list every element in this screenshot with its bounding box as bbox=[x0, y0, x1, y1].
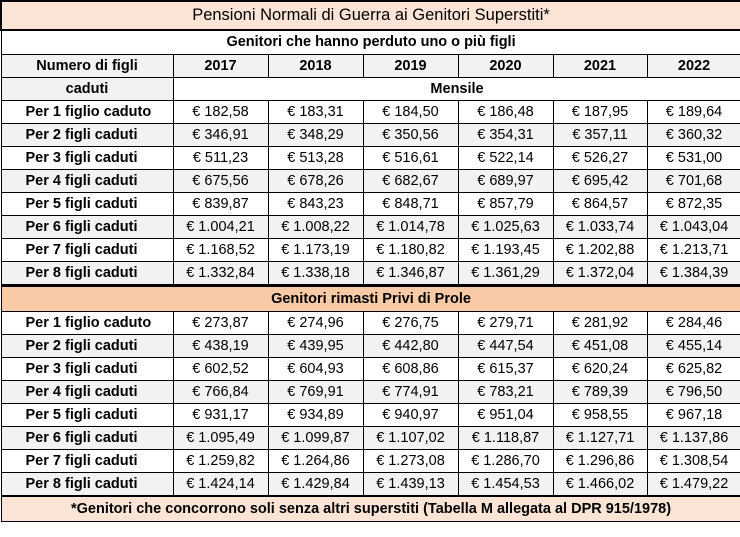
value-cell: € 279,71 bbox=[458, 312, 553, 335]
value-cell: € 934,89 bbox=[268, 404, 363, 427]
table-row bbox=[1, 358, 740, 381]
value-cell: € 274,96 bbox=[268, 312, 363, 335]
year-header: 2022 bbox=[647, 55, 740, 78]
value-cell: € 346,91 bbox=[173, 124, 268, 147]
table-row bbox=[1, 450, 740, 473]
row-label: Per 8 figli caduti bbox=[1, 473, 173, 497]
value-cell: € 1.296,86 bbox=[553, 450, 647, 473]
value-cell: € 1.439,13 bbox=[363, 473, 458, 497]
value-cell: € 1.107,02 bbox=[363, 427, 458, 450]
year-header: 2020 bbox=[458, 55, 553, 78]
value-cell: € 604,93 bbox=[268, 358, 363, 381]
value-cell: € 1.202,88 bbox=[553, 239, 647, 262]
value-cell: € 1.308,54 bbox=[647, 450, 740, 473]
value-cell: € 350,56 bbox=[363, 124, 458, 147]
value-cell: € 1.213,71 bbox=[647, 239, 740, 262]
value-cell: € 360,32 bbox=[647, 124, 740, 147]
value-cell: € 182,58 bbox=[173, 101, 268, 124]
section1-body bbox=[1, 101, 740, 286]
table-row bbox=[1, 473, 740, 497]
value-cell: € 1.127,71 bbox=[553, 427, 647, 450]
value-cell: € 864,57 bbox=[553, 193, 647, 216]
value-cell: € 1.168,52 bbox=[173, 239, 268, 262]
section2-header: Genitori rimasti Privi di Prole bbox=[1, 286, 740, 312]
value-cell: € 1.264,86 bbox=[268, 450, 363, 473]
value-cell: € 1.429,84 bbox=[268, 473, 363, 497]
row-label: Per 4 figli caduti bbox=[1, 381, 173, 404]
value-cell: € 1.332,84 bbox=[173, 262, 268, 286]
value-cell: € 1.479,22 bbox=[647, 473, 740, 497]
section2-header-body bbox=[1, 286, 740, 312]
row-header-line1: Numero di figli bbox=[1, 55, 173, 78]
value-cell: € 522,14 bbox=[458, 147, 553, 170]
year-header: 2021 bbox=[553, 55, 647, 78]
value-cell: € 273,87 bbox=[173, 312, 268, 335]
value-cell: € 857,79 bbox=[458, 193, 553, 216]
value-cell: € 783,21 bbox=[458, 381, 553, 404]
value-cell: € 678,26 bbox=[268, 170, 363, 193]
value-cell: € 848,71 bbox=[363, 193, 458, 216]
value-cell: € 1.259,82 bbox=[173, 450, 268, 473]
value-cell: € 1.372,04 bbox=[553, 262, 647, 286]
unit-row bbox=[1, 78, 740, 101]
row-label: Per 1 figlio caduto bbox=[1, 101, 173, 124]
value-cell: € 796,50 bbox=[647, 381, 740, 404]
value-cell: € 1.466,02 bbox=[553, 473, 647, 497]
table-row bbox=[1, 239, 740, 262]
value-cell: € 531,00 bbox=[647, 147, 740, 170]
value-cell: € 675,56 bbox=[173, 170, 268, 193]
value-cell: € 1.273,08 bbox=[363, 450, 458, 473]
table-row bbox=[1, 101, 740, 124]
row-label: Per 5 figli caduti bbox=[1, 193, 173, 216]
value-cell: € 958,55 bbox=[553, 404, 647, 427]
value-cell: € 1.099,87 bbox=[268, 427, 363, 450]
section1-header: Genitori che hanno perduto uno o più figli bbox=[1, 30, 740, 55]
value-cell: € 967,18 bbox=[647, 404, 740, 427]
value-cell: € 354,31 bbox=[458, 124, 553, 147]
table-row bbox=[1, 381, 740, 404]
row-label: Per 1 figlio caduto bbox=[1, 312, 173, 335]
value-cell: € 766,84 bbox=[173, 381, 268, 404]
value-cell: € 1.095,49 bbox=[173, 427, 268, 450]
table-row bbox=[1, 193, 740, 216]
value-cell: € 689,97 bbox=[458, 170, 553, 193]
value-cell: € 602,52 bbox=[173, 358, 268, 381]
footnote-row bbox=[1, 496, 740, 522]
value-cell: € 701,68 bbox=[647, 170, 740, 193]
value-cell: € 189,64 bbox=[647, 101, 740, 124]
value-cell: € 1.424,14 bbox=[173, 473, 268, 497]
value-cell: € 439,95 bbox=[268, 335, 363, 358]
value-cell: € 1.118,87 bbox=[458, 427, 553, 450]
value-cell: € 511,23 bbox=[173, 147, 268, 170]
value-cell: € 940,97 bbox=[363, 404, 458, 427]
section2-body bbox=[1, 312, 740, 497]
row-label: Per 2 figli caduti bbox=[1, 124, 173, 147]
value-cell: € 1.014,78 bbox=[363, 216, 458, 239]
value-cell: € 1.286,70 bbox=[458, 450, 553, 473]
value-cell: € 951,04 bbox=[458, 404, 553, 427]
value-cell: € 447,54 bbox=[458, 335, 553, 358]
value-cell: € 774,91 bbox=[363, 381, 458, 404]
year-header: 2017 bbox=[173, 55, 268, 78]
value-cell: € 1.338,18 bbox=[268, 262, 363, 286]
value-cell: € 789,39 bbox=[553, 381, 647, 404]
year-header: 2018 bbox=[268, 55, 363, 78]
value-cell: € 1.346,87 bbox=[363, 262, 458, 286]
value-cell: € 620,24 bbox=[553, 358, 647, 381]
value-cell: € 1.137,86 bbox=[647, 427, 740, 450]
year-header: 2019 bbox=[363, 55, 458, 78]
value-cell: € 839,87 bbox=[173, 193, 268, 216]
value-cell: € 843,23 bbox=[268, 193, 363, 216]
row-label: Per 6 figli caduti bbox=[1, 427, 173, 450]
section2-header-row bbox=[1, 286, 740, 312]
value-cell: € 1.180,82 bbox=[363, 239, 458, 262]
value-cell: € 1.008,22 bbox=[268, 216, 363, 239]
value-cell: € 455,14 bbox=[647, 335, 740, 358]
value-cell: € 281,92 bbox=[553, 312, 647, 335]
value-cell: € 1.454,53 bbox=[458, 473, 553, 497]
value-cell: € 183,31 bbox=[268, 101, 363, 124]
value-cell: € 186,48 bbox=[458, 101, 553, 124]
value-cell: € 1.361,29 bbox=[458, 262, 553, 286]
table-row bbox=[1, 404, 740, 427]
row-label: Per 3 figli caduti bbox=[1, 147, 173, 170]
table-row bbox=[1, 312, 740, 335]
years-header-row bbox=[1, 55, 740, 78]
table-row bbox=[1, 170, 740, 193]
value-cell: € 442,80 bbox=[363, 335, 458, 358]
value-cell: € 526,27 bbox=[553, 147, 647, 170]
table-row bbox=[1, 124, 740, 147]
row-label: Per 7 figli caduti bbox=[1, 239, 173, 262]
value-cell: € 1.043,04 bbox=[647, 216, 740, 239]
value-cell: € 276,75 bbox=[363, 312, 458, 335]
row-label: Per 5 figli caduti bbox=[1, 404, 173, 427]
value-cell: € 348,29 bbox=[268, 124, 363, 147]
table-title: Pensioni Normali di Guerra ai Genitori Superstiti* bbox=[1, 1, 740, 30]
row-label: Per 7 figli caduti bbox=[1, 450, 173, 473]
row-header-line2: caduti bbox=[1, 78, 173, 101]
table-row bbox=[1, 216, 740, 239]
unit-label: Mensile bbox=[173, 78, 740, 101]
value-cell: € 1.193,45 bbox=[458, 239, 553, 262]
table-row bbox=[1, 427, 740, 450]
value-cell: € 1.173,19 bbox=[268, 239, 363, 262]
value-cell: € 1.004,21 bbox=[173, 216, 268, 239]
value-cell: € 357,11 bbox=[553, 124, 647, 147]
value-cell: € 1.033,74 bbox=[553, 216, 647, 239]
value-cell: € 695,42 bbox=[553, 170, 647, 193]
value-cell: € 769,91 bbox=[268, 381, 363, 404]
row-label: Per 4 figli caduti bbox=[1, 170, 173, 193]
footnote: *Genitori che concorrono soli senza altri superstiti (Tabella M allegata al DPR 915/1978) bbox=[1, 496, 740, 522]
value-cell: € 187,95 bbox=[553, 101, 647, 124]
value-cell: € 608,86 bbox=[363, 358, 458, 381]
table-row bbox=[1, 262, 740, 286]
value-cell: € 931,17 bbox=[173, 404, 268, 427]
value-cell: € 516,61 bbox=[363, 147, 458, 170]
row-label: Per 8 figli caduti bbox=[1, 262, 173, 286]
title-row bbox=[1, 1, 740, 30]
value-cell: € 284,46 bbox=[647, 312, 740, 335]
value-cell: € 625,82 bbox=[647, 358, 740, 381]
value-cell: € 513,28 bbox=[268, 147, 363, 170]
value-cell: € 438,19 bbox=[173, 335, 268, 358]
row-label: Per 3 figli caduti bbox=[1, 358, 173, 381]
row-label: Per 6 figli caduti bbox=[1, 216, 173, 239]
section1-header-row bbox=[1, 30, 740, 55]
value-cell: € 872,35 bbox=[647, 193, 740, 216]
value-cell: € 1.384,39 bbox=[647, 262, 740, 286]
value-cell: € 682,67 bbox=[363, 170, 458, 193]
table-row bbox=[1, 335, 740, 358]
row-label: Per 2 figli caduti bbox=[1, 335, 173, 358]
value-cell: € 1.025,63 bbox=[458, 216, 553, 239]
value-cell: € 451,08 bbox=[553, 335, 647, 358]
value-cell: € 615,37 bbox=[458, 358, 553, 381]
value-cell: € 184,50 bbox=[363, 101, 458, 124]
table-row bbox=[1, 147, 740, 170]
